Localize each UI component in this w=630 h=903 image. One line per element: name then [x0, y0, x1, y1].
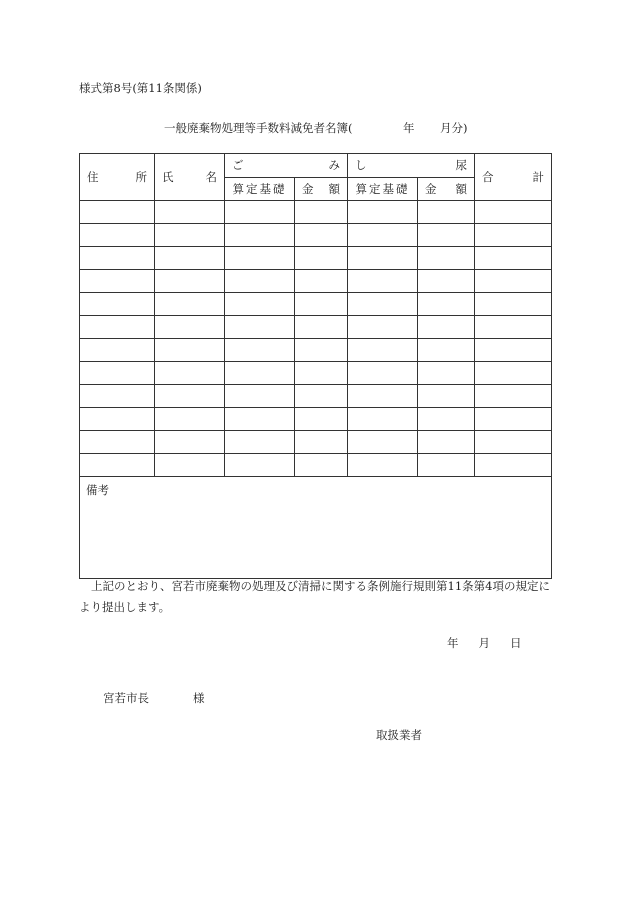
- table-cell[interactable]: [348, 362, 418, 385]
- table-cell[interactable]: [295, 316, 348, 339]
- table-cell[interactable]: [475, 316, 552, 339]
- table-cell[interactable]: [225, 224, 295, 247]
- table-cell[interactable]: [225, 431, 295, 454]
- table-cell[interactable]: [225, 293, 295, 316]
- table-cell[interactable]: [295, 431, 348, 454]
- title-year-label: 年: [403, 121, 415, 135]
- table-cell[interactable]: [348, 454, 418, 477]
- table-cell[interactable]: [418, 408, 475, 431]
- document-title: [164, 120, 468, 136]
- table-cell[interactable]: [418, 362, 475, 385]
- form-number: 様式第8号(第11条関係): [79, 81, 202, 95]
- table-cell[interactable]: [418, 339, 475, 362]
- table-cell[interactable]: [155, 201, 225, 224]
- table-cell[interactable]: [475, 339, 552, 362]
- header-night-soil-calc-basis: 算定基礎: [348, 177, 418, 201]
- table-cell[interactable]: [348, 293, 418, 316]
- table-row: [80, 408, 552, 431]
- table-row: [80, 224, 552, 247]
- table-cell[interactable]: [348, 270, 418, 293]
- remarks-label: 備考: [86, 483, 109, 497]
- header-garbage-amount: 金 額: [295, 177, 348, 201]
- table-row: [80, 362, 552, 385]
- table-cell[interactable]: [295, 408, 348, 431]
- table-row: [80, 385, 552, 408]
- table-cell[interactable]: [80, 339, 155, 362]
- table-cell[interactable]: [295, 339, 348, 362]
- header-night-soil: し 尿: [348, 154, 475, 178]
- addressee-line: [103, 690, 205, 706]
- table-row: [80, 201, 552, 224]
- honorific-label: 様: [193, 691, 205, 705]
- table-cell[interactable]: [475, 270, 552, 293]
- header-total: 合 計: [475, 154, 552, 201]
- table-cell[interactable]: [80, 270, 155, 293]
- table-row: [80, 270, 552, 293]
- table-cell[interactable]: [80, 454, 155, 477]
- table-cell[interactable]: [155, 339, 225, 362]
- table-cell[interactable]: [475, 431, 552, 454]
- table-row: [80, 431, 552, 454]
- header-garbage-calc-basis: 算定基礎: [225, 177, 295, 201]
- table-cell[interactable]: [80, 316, 155, 339]
- table-cell[interactable]: [80, 385, 155, 408]
- table-cell[interactable]: [225, 316, 295, 339]
- table-cell[interactable]: [348, 247, 418, 270]
- table-cell[interactable]: [155, 270, 225, 293]
- table-row: [80, 316, 552, 339]
- header-night-soil-amount: 金 額: [418, 177, 475, 201]
- table-cell[interactable]: [225, 454, 295, 477]
- table-cell[interactable]: [475, 201, 552, 224]
- table-cell[interactable]: [155, 293, 225, 316]
- table-cell[interactable]: [225, 201, 295, 224]
- table-cell[interactable]: [418, 385, 475, 408]
- table-cell[interactable]: [295, 454, 348, 477]
- table-row: [80, 293, 552, 316]
- table-cell[interactable]: [155, 224, 225, 247]
- table-cell[interactable]: [295, 201, 348, 224]
- handler-label: 取扱業者: [376, 728, 422, 742]
- table-cell[interactable]: [80, 362, 155, 385]
- table-row: [80, 247, 552, 270]
- table-cell[interactable]: [225, 270, 295, 293]
- table-cell[interactable]: [348, 316, 418, 339]
- table-cell[interactable]: [475, 454, 552, 477]
- table-cell[interactable]: [80, 431, 155, 454]
- table-cell[interactable]: [475, 385, 552, 408]
- table-row: [80, 454, 552, 477]
- table-cell[interactable]: [295, 270, 348, 293]
- table-cell[interactable]: [80, 201, 155, 224]
- date-day-label: 日: [510, 636, 522, 650]
- table-cell[interactable]: [155, 454, 225, 477]
- table-cell[interactable]: [295, 385, 348, 408]
- table-cell[interactable]: [155, 316, 225, 339]
- table-cell[interactable]: [475, 224, 552, 247]
- header-address: 住 所: [80, 154, 155, 201]
- table-cell[interactable]: [348, 385, 418, 408]
- header-row-1: [80, 154, 552, 178]
- table-cell[interactable]: [80, 247, 155, 270]
- table-cell[interactable]: [225, 339, 295, 362]
- table-cell[interactable]: [475, 293, 552, 316]
- remarks-cell[interactable]: [80, 477, 552, 579]
- title-month-label: 月分): [440, 121, 468, 135]
- date-month-label: 月: [478, 636, 490, 650]
- date-year-label: 年: [447, 636, 459, 650]
- table-cell[interactable]: [418, 431, 475, 454]
- table-cell[interactable]: [348, 431, 418, 454]
- date-line: [447, 635, 522, 651]
- table-cell[interactable]: [225, 408, 295, 431]
- header-garbage: ご み: [225, 154, 348, 178]
- submission-statement: 上記のとおり、宮若市廃棄物の処理及び清掃に関する条例施行規則第11条第4項の規定により提出します。: [79, 579, 550, 614]
- header-name: 氏 名: [155, 154, 225, 201]
- table-cell[interactable]: [295, 293, 348, 316]
- table-cell[interactable]: [418, 270, 475, 293]
- table-cell[interactable]: [418, 293, 475, 316]
- table-cell[interactable]: [475, 247, 552, 270]
- table-cell[interactable]: [155, 247, 225, 270]
- table-cell[interactable]: [295, 247, 348, 270]
- register-table: [79, 153, 552, 579]
- mayor-label: 宮若市長: [103, 691, 149, 705]
- table-row: [80, 339, 552, 362]
- table-cell[interactable]: [348, 408, 418, 431]
- table-cell[interactable]: [225, 247, 295, 270]
- table-cell[interactable]: [295, 362, 348, 385]
- table-cell[interactable]: [418, 224, 475, 247]
- table-cell[interactable]: [348, 339, 418, 362]
- table-cell[interactable]: [475, 362, 552, 385]
- table-cell[interactable]: [348, 224, 418, 247]
- table-cell[interactable]: [80, 408, 155, 431]
- table-cell[interactable]: [155, 408, 225, 431]
- table-cell[interactable]: [418, 247, 475, 270]
- remarks-row: [80, 477, 552, 579]
- table-cell[interactable]: [80, 293, 155, 316]
- table-cell[interactable]: [155, 362, 225, 385]
- table-cell[interactable]: [155, 431, 225, 454]
- table-cell[interactable]: [225, 362, 295, 385]
- table-cell[interactable]: [475, 408, 552, 431]
- table-cell[interactable]: [155, 385, 225, 408]
- table-cell[interactable]: [418, 316, 475, 339]
- table-cell[interactable]: [418, 201, 475, 224]
- table-cell[interactable]: [348, 201, 418, 224]
- table-cell[interactable]: [295, 224, 348, 247]
- table-cell[interactable]: [225, 385, 295, 408]
- table-cell[interactable]: [80, 224, 155, 247]
- table-cell[interactable]: [418, 454, 475, 477]
- title-main: 一般廃棄物処理等手数料減免者名簿(: [164, 121, 353, 135]
